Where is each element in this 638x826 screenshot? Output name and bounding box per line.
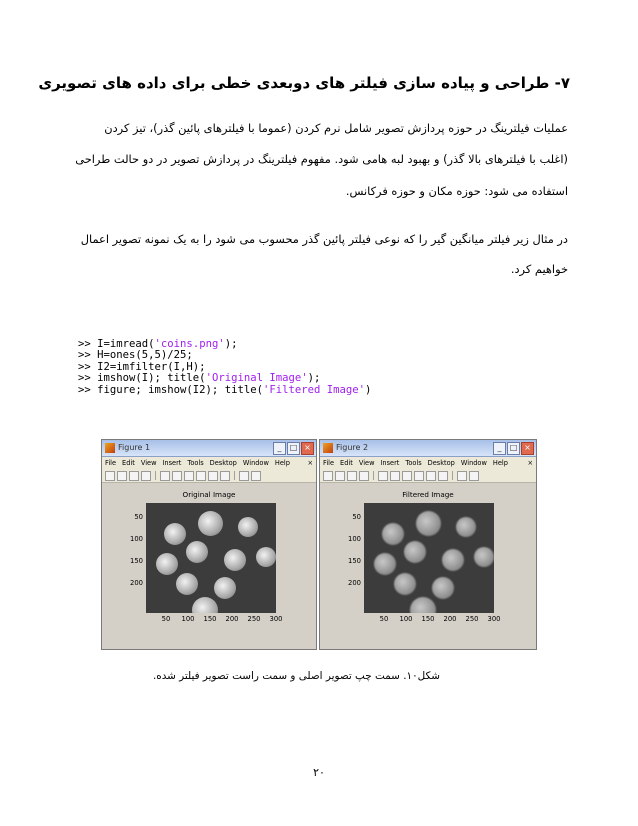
pan-icon[interactable] <box>414 471 424 481</box>
toolbar-divider <box>234 471 235 480</box>
coins-image <box>146 503 276 613</box>
y-tick-label: 50 <box>134 513 143 521</box>
save-icon[interactable] <box>347 471 357 481</box>
colorbar-icon[interactable] <box>239 471 249 481</box>
code-line: >> I=imread('coins.png'); <box>78 338 238 350</box>
code-line: >> figure; imshow(I2); title('Filtered Image') <box>78 383 372 396</box>
coin <box>442 549 464 571</box>
plot-area <box>320 483 536 649</box>
menu-help[interactable]: Help <box>274 459 290 467</box>
toolbar-divider <box>373 471 374 480</box>
menu-bar <box>102 457 316 469</box>
x-tick-label: 250 <box>247 615 261 623</box>
y-tick-label: 100 <box>130 535 143 543</box>
paragraph-line: (اغلب با فیلترهای بالا گذر) و بهبود لبه هامی شود. مفهوم فیلترینگ در پردازش تصویر در دو حالت طراحی <box>75 152 568 166</box>
menu-desktop[interactable]: Desktop <box>209 459 237 467</box>
paragraph-line: عملیات فیلترینگ در حوزه پردازش تصویر شامل نرم کردن (عموما با فیلترهای پائین گذر)، تیز کردن <box>104 121 568 135</box>
menu-insert[interactable]: Insert <box>162 459 182 467</box>
matlab-figure-icon <box>323 443 333 453</box>
legend-icon[interactable] <box>251 471 261 481</box>
menu-insert[interactable]: Insert <box>380 459 400 467</box>
coin <box>382 523 404 545</box>
window-title: Figure 2 <box>336 443 369 452</box>
menu-file[interactable]: File <box>323 459 335 467</box>
print-icon[interactable] <box>359 471 369 481</box>
minimize-button[interactable]: _ <box>493 442 506 455</box>
code-line: >> imshow(I); title('Original Image'); <box>78 372 321 385</box>
menu-window[interactable]: Window <box>460 459 487 467</box>
menu-file[interactable]: File <box>105 459 117 467</box>
x-tick-label: 150 <box>421 615 435 623</box>
coin <box>394 573 416 595</box>
menu-view[interactable]: View <box>140 459 157 467</box>
x-tick-label: 150 <box>203 615 217 623</box>
minimize-button[interactable]: _ <box>273 442 286 455</box>
zoom-in-icon[interactable] <box>172 471 182 481</box>
coin <box>164 523 186 545</box>
page-number: ۲۰ <box>313 766 325 779</box>
new-figure-icon[interactable] <box>323 471 333 481</box>
coins-image-filtered <box>364 503 494 613</box>
legend-icon[interactable] <box>469 471 479 481</box>
x-tick-label: 200 <box>225 615 239 623</box>
plot-title: Original Image <box>182 490 236 499</box>
figure-toolbar <box>102 469 316 483</box>
menu-edit[interactable]: Edit <box>122 459 135 467</box>
menu-help[interactable]: Help <box>492 459 508 467</box>
coin <box>410 597 436 613</box>
coin <box>474 547 494 567</box>
open-file-icon[interactable] <box>117 471 127 481</box>
figure-window-2 <box>319 439 537 650</box>
window-titlebar[interactable] <box>102 440 316 457</box>
coin <box>224 549 246 571</box>
code-line: >> I2=imfilter(I,H); <box>78 360 206 373</box>
x-tick-label: 250 <box>465 615 479 623</box>
save-icon[interactable] <box>129 471 139 481</box>
data-cursor-icon[interactable] <box>438 471 448 481</box>
coin <box>374 553 396 575</box>
x-tick-label: 50 <box>379 615 389 623</box>
maximize-button[interactable]: □ <box>507 442 520 455</box>
toolbar-divider <box>155 471 156 480</box>
plot-title: Filtered Image <box>402 490 454 499</box>
coin <box>176 573 198 595</box>
window-titlebar[interactable] <box>320 440 536 457</box>
coin <box>214 577 236 599</box>
data-cursor-icon[interactable] <box>220 471 230 481</box>
coin <box>416 511 441 536</box>
close-button[interactable]: × <box>301 442 314 455</box>
menu-edit[interactable]: Edit <box>340 459 353 467</box>
zoom-in-icon[interactable] <box>390 471 400 481</box>
coin <box>238 517 258 537</box>
figure-caption: شکل۱۰. سمت چپ تصویر اصلی و سمت راست تصویر فیلتر شده. <box>152 670 440 682</box>
y-tick-label: 150 <box>348 557 361 565</box>
paragraph-line: در مثال زیر فیلتر میانگین گیر را که نوعی فیلتر پائین گذر محسوب می شود را به یک نمونه تصویر اعمال <box>80 232 568 246</box>
menu-window[interactable]: Window <box>242 459 269 467</box>
paragraph-line: استفاده می شود: حوزه مکان و حوزه فرکانس. <box>345 184 568 198</box>
coin <box>456 517 476 537</box>
x-tick-label: 200 <box>443 615 457 623</box>
menu-close-icon[interactable]: × <box>307 459 313 467</box>
close-button[interactable]: × <box>521 442 534 455</box>
y-tick-label: 150 <box>130 557 143 565</box>
x-tick-label: 300 <box>269 615 283 623</box>
open-file-icon[interactable] <box>335 471 345 481</box>
colorbar-icon[interactable] <box>457 471 467 481</box>
menu-bar <box>320 457 536 469</box>
zoom-out-icon[interactable] <box>184 471 194 481</box>
new-figure-icon[interactable] <box>105 471 115 481</box>
x-tick-label: 300 <box>487 615 501 623</box>
print-icon[interactable] <box>141 471 151 481</box>
x-tick-label: 100 <box>399 615 413 623</box>
x-tick-label: 50 <box>161 615 171 623</box>
menu-desktop[interactable]: Desktop <box>427 459 455 467</box>
menu-tools[interactable]: Tools <box>405 459 422 467</box>
y-tick-label: 200 <box>130 579 143 587</box>
coin <box>432 577 454 599</box>
section-heading: ۷- طراحی و پیاده سازی فیلتر های دوبعدی خطی برای داده های تصویری <box>38 74 570 92</box>
rotate-icon[interactable] <box>426 471 436 481</box>
rotate-icon[interactable] <box>208 471 218 481</box>
menu-close-icon[interactable]: × <box>527 459 533 467</box>
menu-tools[interactable]: Tools <box>187 459 204 467</box>
code-line: >> H=ones(5,5)/25; <box>78 349 193 362</box>
x-tick-label: 100 <box>181 615 195 623</box>
zoom-out-icon[interactable] <box>402 471 412 481</box>
coin <box>186 541 208 563</box>
y-tick-label: 200 <box>348 579 361 587</box>
figure-window-1 <box>101 439 317 650</box>
paragraph-line: خواهیم کرد. <box>510 262 568 276</box>
coin <box>192 597 218 613</box>
matlab-code-block <box>78 339 371 396</box>
coin <box>198 511 223 536</box>
pointer-icon[interactable] <box>378 471 388 481</box>
maximize-button[interactable]: □ <box>287 442 300 455</box>
y-tick-label: 100 <box>348 535 361 543</box>
coin <box>256 547 276 567</box>
coin <box>156 553 178 575</box>
plot-area <box>102 483 316 649</box>
matlab-figure-icon <box>105 443 115 453</box>
toolbar-divider <box>452 471 453 480</box>
menu-view[interactable]: View <box>358 459 375 467</box>
window-title: Figure 1 <box>118 443 151 452</box>
pointer-icon[interactable] <box>160 471 170 481</box>
pan-icon[interactable] <box>196 471 206 481</box>
y-tick-label: 50 <box>352 513 361 521</box>
figure-toolbar <box>320 469 536 483</box>
coin <box>404 541 426 563</box>
